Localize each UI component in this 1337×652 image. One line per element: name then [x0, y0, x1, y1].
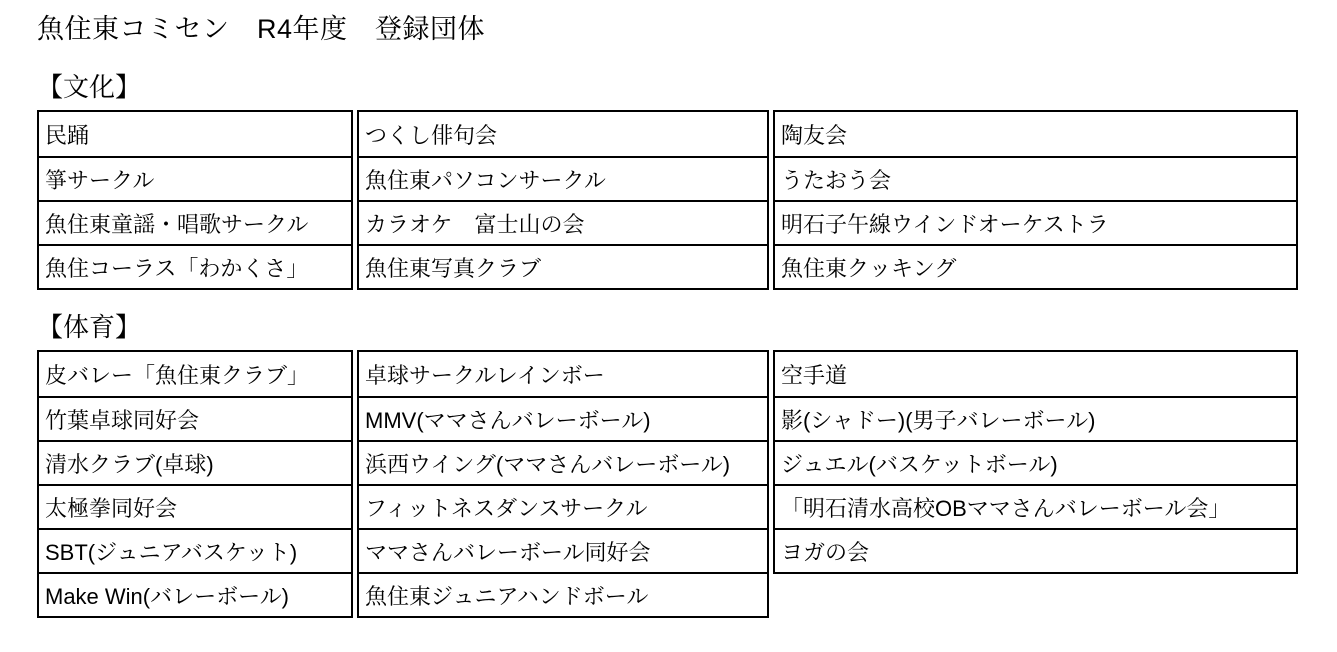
group-cell: 太極拳同好会 [39, 484, 351, 528]
group-cell: MMV(ママさんバレーボール) [359, 396, 767, 440]
culture-column-3 [773, 110, 1298, 290]
sports-column-1 [37, 350, 353, 618]
group-cell: SBT(ジュニアバスケット) [39, 528, 351, 572]
group-cell: 魚住東クッキング [775, 244, 1296, 288]
section-culture [37, 72, 1337, 290]
group-cell: 「明石清水高校OBママさんバレーボール会」 [775, 484, 1296, 528]
group-cell: 明石子午線ウインドオーケストラ [775, 200, 1296, 244]
group-cell: つくし俳句会 [365, 122, 498, 148]
group-cell: ヨガの会 [775, 528, 1296, 572]
sports-column-3 [773, 350, 1298, 574]
group-cell: 影(シャドー)(男子バレーボール) [775, 396, 1296, 440]
group-cell: ママさんバレーボール同好会 [359, 528, 767, 572]
group-cell: 魚住東写真クラブ [359, 244, 767, 288]
group-cell: Make Win(バレーボール) [39, 572, 351, 616]
section-sports [37, 312, 1337, 618]
culture-column-1 [37, 110, 353, 290]
group-cell: 陶友会 [781, 122, 848, 148]
group-cell: 魚住東パソコンサークル [359, 156, 767, 200]
section-heading-culture: 【文化】 [37, 72, 142, 102]
group-cell: 民踊 [45, 122, 90, 148]
group-cell: フィットネスダンスサークル [359, 484, 767, 528]
group-cell: 卓球サークルレインボー [365, 362, 605, 388]
group-cell: ジュエル(バスケットボール) [775, 440, 1296, 484]
group-cell: 浜西ウイング(ママさんバレーボール) [359, 440, 767, 484]
page-title: 魚住東コミセン R4年度 登録団体 [37, 14, 486, 44]
group-cell: 魚住東ジュニアハンドボール [359, 572, 767, 616]
sports-column-2 [357, 350, 769, 618]
group-cell: 空手道 [781, 362, 848, 388]
culture-column-2 [357, 110, 769, 290]
section-heading-sports: 【体育】 [37, 312, 142, 342]
group-cell: 皮バレー「魚住東クラブ」 [45, 362, 310, 388]
group-cell: 魚住東童謡・唱歌サークル [39, 200, 351, 244]
group-cell: カラオケ 富士山の会 [359, 200, 767, 244]
group-cell: 竹葉卓球同好会 [39, 396, 351, 440]
group-cell: 魚住コーラス「わかくさ」 [39, 244, 351, 288]
group-cell: うたおう会 [775, 156, 1296, 200]
culture-tables-row [37, 110, 1337, 290]
group-cell: 清水クラブ(卓球) [39, 440, 351, 484]
group-cell: 箏サークル [39, 156, 351, 200]
sports-tables-row [37, 350, 1337, 618]
